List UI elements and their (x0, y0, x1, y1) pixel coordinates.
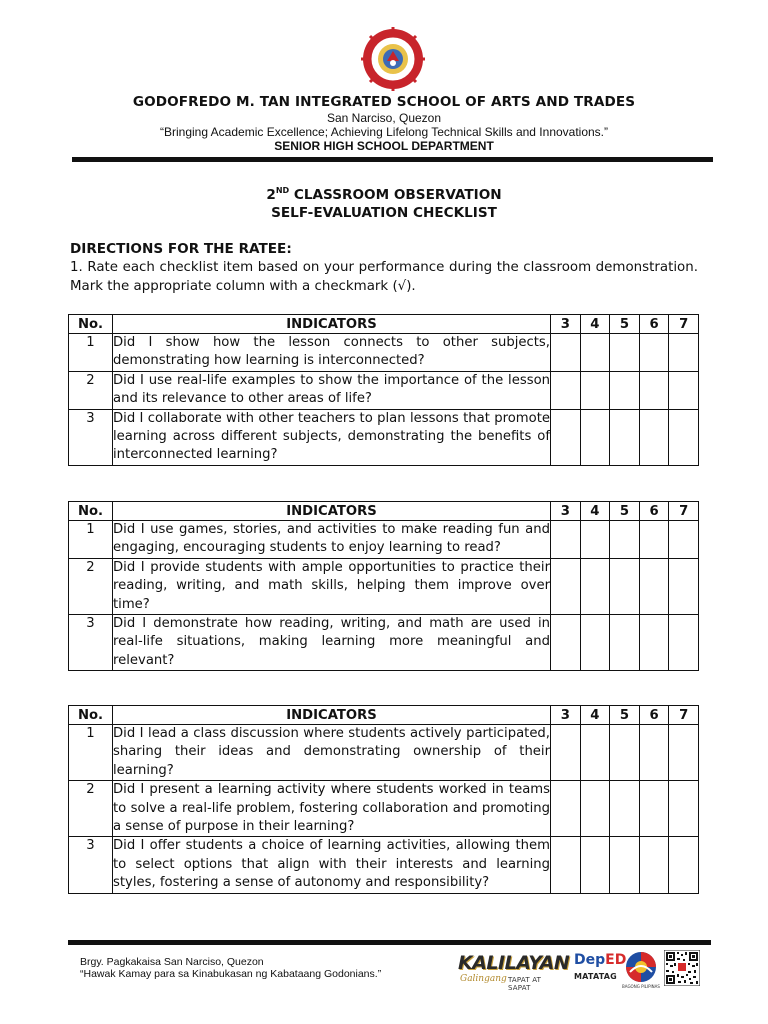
header-no: No. (69, 315, 113, 334)
rating-cell-5[interactable] (610, 725, 640, 781)
rating-cell-4[interactable] (580, 615, 610, 671)
rating-cell-4[interactable] (580, 725, 610, 781)
checklist-table-3 (68, 705, 699, 894)
table-header-row (69, 315, 699, 334)
rating-cell-7[interactable] (669, 334, 699, 372)
bagong-pilipinas-emblem-icon (622, 950, 660, 984)
rating-cell-4[interactable] (580, 521, 610, 559)
header-rating-4: 4 (580, 315, 610, 334)
rating-cell-5[interactable] (610, 837, 640, 893)
bagong-pilipinas-logo (622, 950, 660, 990)
rating-cell-5[interactable] (610, 371, 640, 409)
row-number: 2 (69, 371, 113, 409)
header-divider (72, 157, 713, 162)
school-location: San Narciso, Quezon (326, 111, 442, 125)
header-rating-3: 3 (551, 315, 581, 334)
row-number: 1 (69, 334, 113, 372)
rating-cell-7[interactable] (669, 409, 699, 465)
row-number: 1 (69, 725, 113, 781)
checklist-table-2 (68, 501, 699, 671)
header-indicators: INDICATORS (113, 315, 551, 334)
rating-cell-7[interactable] (669, 521, 699, 559)
deped-logo-text (574, 952, 626, 968)
directions-item-1: 1. Rate each checklist item based on your performance during the classroom demonstration. Mark the appropriate column with a checkmark (√). (70, 260, 698, 294)
rating-cell-3[interactable] (551, 725, 581, 781)
directions-heading: DIRECTIONS FOR THE RATEE: (70, 241, 292, 257)
row-number: 3 (69, 837, 113, 893)
header-rating-4: 4 (580, 502, 610, 521)
row-number: 3 (69, 409, 113, 465)
header-rating-7: 7 (669, 502, 699, 521)
rating-cell-3[interactable] (551, 521, 581, 559)
header-rating-6: 6 (639, 706, 669, 725)
rating-cell-5[interactable] (610, 334, 640, 372)
table-row (69, 615, 699, 671)
rating-cell-4[interactable] (580, 781, 610, 837)
rating-cell-6[interactable] (639, 725, 669, 781)
header-no: No. (69, 502, 113, 521)
rating-cell-5[interactable] (610, 409, 640, 465)
rating-cell-3[interactable] (551, 781, 581, 837)
rating-cell-3[interactable] (551, 409, 581, 465)
footer-divider (68, 940, 711, 945)
document-title-line2: SELF-EVALUATION CHECKLIST (271, 205, 497, 221)
rating-cell-6[interactable] (639, 371, 669, 409)
title-line1-text: CLASSROOM OBSERVATION (289, 187, 502, 203)
rating-cell-7[interactable] (669, 781, 699, 837)
table-header-row (69, 706, 699, 725)
row-number: 2 (69, 781, 113, 837)
deped-suffix: ED (605, 952, 627, 968)
rating-cell-6[interactable] (639, 521, 669, 559)
school-motto: “Bringing Academic Excellence; Achieving Lifelong Technical Skills and Innovations.” (159, 125, 609, 139)
checklist-table-1 (68, 314, 699, 466)
footer-motto: “Hawak Kamay para sa Kinabukasan ng Kabataang Godonians.” (80, 968, 382, 980)
indicator-text: Did I show how the lesson connects to other subjects, demonstrating how learning is interconnected? (113, 334, 551, 372)
row-number: 1 (69, 521, 113, 559)
rating-cell-4[interactable] (580, 371, 610, 409)
indicator-text: Did I offer students a choice of learning activities, allowing them to select options that align with their interests and learning styles, fostering a sense of autonomy and responsibility? (113, 837, 551, 893)
indicator-text: Did I demonstrate how reading, writing, and math are used in real-life situations, making learning more meaningful and relevant? (113, 615, 551, 671)
kalilayan-logo-tagline: TAPAT AT SAPAT (508, 976, 542, 992)
header-indicators: INDICATORS (113, 706, 551, 725)
table-row (69, 334, 699, 372)
indicator-text: Did I lead a class discussion where students actively participated, sharing their ideas and demonstrating ownership of their learning? (113, 725, 551, 781)
table-row (69, 837, 699, 893)
qr-code-icon (664, 950, 700, 986)
rating-cell-7[interactable] (669, 837, 699, 893)
rating-cell-6[interactable] (639, 837, 669, 893)
rating-cell-5[interactable] (610, 521, 640, 559)
indicator-text: Did I use games, stories, and activities to make reading fun and engaging, encouraging students to enjoy learning to read? (113, 521, 551, 559)
kalilayan-logo-script: Galingang (460, 974, 507, 984)
indicator-text: Did I provide students with ample opportunities to practice their reading, writing, and math skills, helping them improve over time? (113, 558, 551, 614)
rating-cell-7[interactable] (669, 371, 699, 409)
rating-cell-6[interactable] (639, 409, 669, 465)
table-row (69, 725, 699, 781)
header-rating-7: 7 (669, 315, 699, 334)
deped-matatag-logo (572, 950, 627, 990)
indicator-text: Did I collaborate with other teachers to plan lessons that promote learning across different subjects, demonstrating the benefits of interconnected learning? (113, 409, 551, 465)
rating-cell-3[interactable] (551, 837, 581, 893)
table-row (69, 371, 699, 409)
header-rating-3: 3 (551, 706, 581, 725)
matatag-text: MATATAG (574, 972, 617, 981)
rating-cell-4[interactable] (580, 409, 610, 465)
header-rating-5: 5 (610, 315, 640, 334)
rating-cell-7[interactable] (669, 725, 699, 781)
header-rating-6: 6 (639, 502, 669, 521)
table-row (69, 409, 699, 465)
rating-cell-6[interactable] (639, 558, 669, 614)
row-number: 2 (69, 558, 113, 614)
table-row (69, 781, 699, 837)
indicator-text: Did I use real-life examples to show the importance of the lesson and its relevance to other areas of life? (113, 371, 551, 409)
kalilayan-logo-text: KALILAYAN (458, 952, 570, 974)
table-row (69, 521, 699, 559)
rating-cell-3[interactable] (551, 334, 581, 372)
header-rating-5: 5 (610, 706, 640, 725)
rating-cell-3[interactable] (551, 558, 581, 614)
document-title-line1 (0, 186, 768, 203)
table-header-row (69, 502, 699, 521)
rating-cell-4[interactable] (580, 334, 610, 372)
department-name: SENIOR HIGH SCHOOL DEPARTMENT (274, 139, 494, 153)
school-seal-logo (361, 27, 425, 91)
header-rating-4: 4 (580, 706, 610, 725)
bagong-pilipinas-text: BAGONG PILIPINAS (622, 984, 660, 989)
header-rating-6: 6 (639, 315, 669, 334)
title-ordinal-suffix: ND (275, 186, 290, 195)
rating-cell-4[interactable] (580, 837, 610, 893)
row-number: 3 (69, 615, 113, 671)
rating-cell-3[interactable] (551, 615, 581, 671)
rating-cell-5[interactable] (610, 615, 640, 671)
header-indicators: INDICATORS (113, 502, 551, 521)
deped-prefix: Dep (574, 952, 606, 968)
school-name: GODOFREDO M. TAN INTEGRATED SCHOOL OF ARTS AND TRADES (132, 94, 636, 110)
title-ordinal: 2 (266, 187, 276, 203)
header-rating-5: 5 (610, 502, 640, 521)
header-rating-7: 7 (669, 706, 699, 725)
rating-cell-6[interactable] (639, 334, 669, 372)
rating-cell-6[interactable] (639, 615, 669, 671)
rating-cell-3[interactable] (551, 371, 581, 409)
rating-cell-7[interactable] (669, 615, 699, 671)
footer-address: Brgy. Pagkakaisa San Narciso, Quezon (80, 956, 264, 968)
header-rating-3: 3 (551, 502, 581, 521)
rating-cell-4[interactable] (580, 558, 610, 614)
rating-cell-6[interactable] (639, 781, 669, 837)
rating-cell-5[interactable] (610, 781, 640, 837)
indicator-text: Did I present a learning activity where students worked in teams to solve a real-life problem, fostering collaboration and promoting a sense of purpose in their learning? (113, 781, 551, 837)
rating-cell-5[interactable] (610, 558, 640, 614)
table-row (69, 558, 699, 614)
rating-cell-7[interactable] (669, 558, 699, 614)
kalilayan-logo (456, 952, 570, 992)
header-no: No. (69, 706, 113, 725)
